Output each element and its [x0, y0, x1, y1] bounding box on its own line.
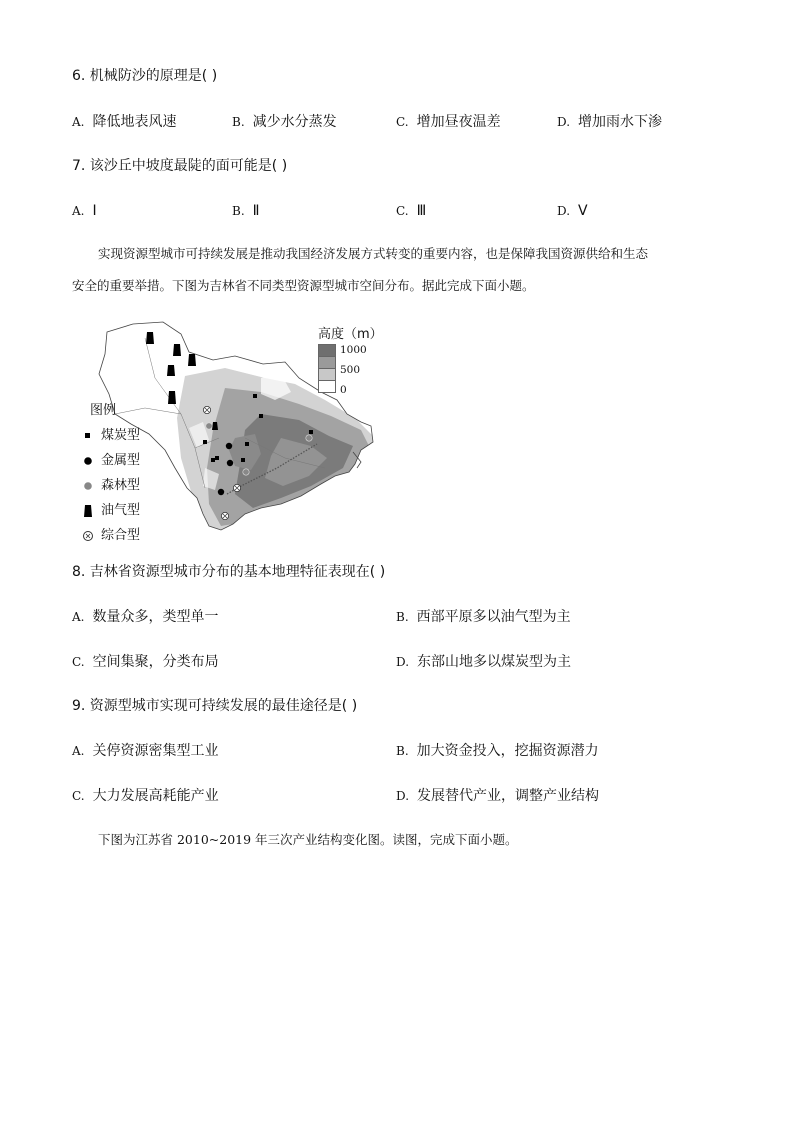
question-9-stem: 9. 资源型城市实现可持续发展的最佳途径是( ) — [72, 698, 358, 714]
forest-icon — [78, 479, 98, 493]
q9-option-a[interactable]: A. 关停资源密集型工业 — [72, 743, 219, 759]
coal-marker — [215, 456, 219, 460]
coal-marker — [245, 442, 249, 446]
coal-marker — [259, 414, 263, 418]
metal-marker — [218, 489, 224, 495]
coal-icon — [78, 429, 98, 443]
integrated-marker — [233, 484, 240, 491]
height-scale-bar — [318, 344, 336, 393]
q8-option-a[interactable]: A. 数量众多，类型单一 — [72, 609, 219, 625]
forest-marker — [243, 469, 249, 475]
forest-marker — [206, 423, 212, 429]
integrated-icon — [78, 529, 98, 543]
metal-marker — [226, 443, 232, 449]
oil-gas-marker — [212, 422, 218, 430]
coal-marker — [203, 440, 207, 444]
q7-option-b[interactable]: B. Ⅱ — [232, 203, 260, 219]
q9-option-d[interactable]: D. 发展替代产业，调整产业结构 — [396, 788, 600, 804]
height-legend-title: 高度（m） — [318, 327, 383, 342]
q6-option-d[interactable]: D. 增加雨水下渗 — [557, 114, 663, 130]
q8-option-b[interactable]: B. 西部平原多以油气型为主 — [396, 609, 571, 625]
legend-item-forest: 森林型 — [78, 473, 140, 498]
q7-option-d[interactable]: D. Ⅴ — [557, 203, 588, 219]
oil-gas-marker — [167, 365, 175, 376]
oil-gas-icon — [78, 504, 98, 518]
legend-item-integrated: 综合型 — [78, 523, 140, 548]
legend-item-oil-gas: 油气型 — [78, 498, 140, 523]
legend-item-coal: 煤炭型 — [78, 423, 140, 448]
q8-option-c[interactable]: C. 空间集聚，分类布局 — [72, 654, 219, 670]
q6-option-b[interactable]: B. 减少水分蒸发 — [232, 114, 337, 130]
q9-option-b[interactable]: B. 加大资金投入，挖掘资源潜力 — [396, 743, 599, 759]
q9-option-c[interactable]: C. 大力发展高耗能产业 — [72, 788, 219, 804]
q6-option-c[interactable]: C. 增加昼夜温差 — [396, 114, 501, 130]
map-legend — [78, 398, 140, 548]
coal-marker — [241, 458, 245, 462]
height-label-1000: 1000 — [340, 344, 367, 356]
integrated-marker — [203, 406, 210, 413]
oil-gas-marker — [168, 391, 176, 404]
height-legend — [318, 323, 383, 396]
q8-option-d[interactable]: D. 东部山地多以煤炭型为主 — [396, 654, 572, 670]
height-label-0: 0 — [340, 384, 347, 396]
legend-title: 图例 — [90, 403, 117, 418]
forest-marker — [306, 435, 312, 441]
metal-marker — [227, 460, 233, 466]
height-label-500: 500 — [340, 364, 361, 376]
coal-marker — [253, 394, 257, 398]
oil-gas-marker — [146, 332, 154, 344]
oil-gas-marker — [173, 344, 181, 356]
q7-option-c[interactable]: C. Ⅲ — [396, 203, 427, 219]
question-6-stem: 6. 机械防沙的原理是( ) — [72, 68, 218, 84]
legend-item-metal: 金属型 — [78, 448, 140, 473]
q7-option-a[interactable]: A. Ⅰ — [72, 203, 97, 219]
question-8-stem: 8. 吉林省资源型城市分布的基本地理特征表现在( ) — [72, 564, 386, 580]
integrated-marker — [221, 512, 228, 519]
intro-paragraph: 实现资源型城市可持续发展是推动我国经济发展方式转变的重要内容，也是保障我国资源供给和生态 安全的重要举措。下图为吉林省不同类型资源型城市空间分布。据此完成下面小题。 — [72, 246, 649, 293]
coal-marker — [309, 430, 313, 434]
metal-icon — [78, 454, 98, 468]
question-7-stem: 7. 该沙丘中坡度最陡的面可能是( ) — [72, 158, 288, 174]
oil-gas-marker — [188, 354, 196, 366]
coal-marker — [211, 458, 215, 462]
intro-paragraph-2: 下图为江苏省 2010~2019 年三次产业结构变化图。读图，完成下面小题。 — [98, 832, 518, 847]
q6-option-a[interactable]: A. 降低地表风速 — [72, 114, 177, 130]
